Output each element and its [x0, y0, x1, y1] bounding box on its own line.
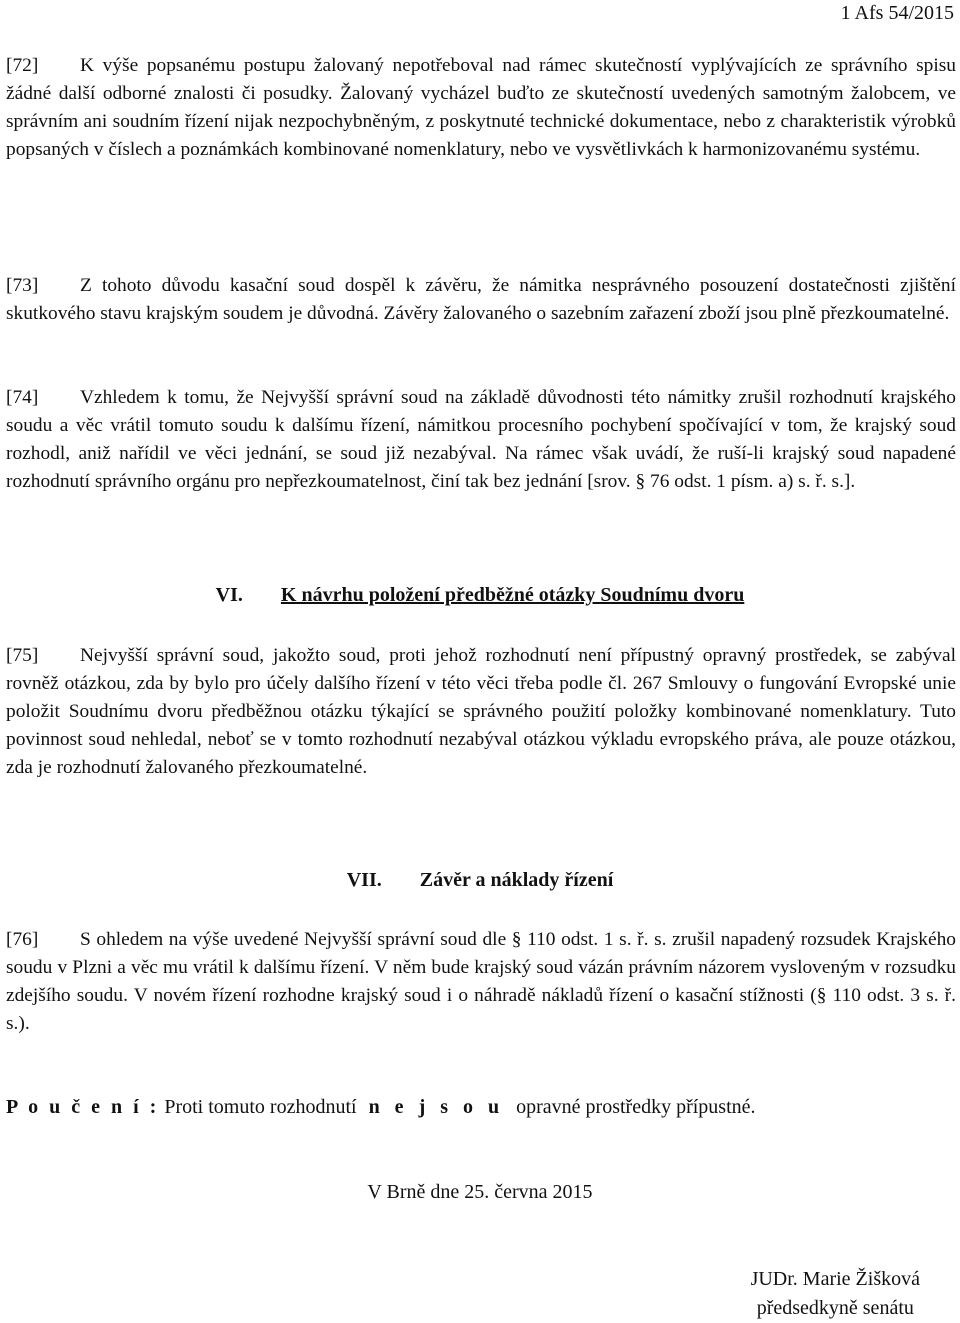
case-reference: 1 Afs 54/2015 [840, 2, 954, 24]
paragraph-text: S ohledem na výše uvedené Nejvyšší správní soud dle § 110 odst. 1 s. ř. s. zrušil napadený rozsudek Krajského soudu v Plzni a věc mu vrátil k dalšímu řízení. V něm bude krajský soud vázán právním názorem vysloveným v rozsudku zdejšího soudu. V novém řízení rozhodne krajský soud i o náhradě nákladů řízení o kasační stížnosti (§ 110 odst. 3 s. ř. s.). [6, 929, 956, 1034]
section-heading-vi [0, 584, 960, 607]
signature-title: předsedkyně senátu [756, 1297, 914, 1319]
signature-name: JUDr. Marie Žišková [750, 1268, 920, 1290]
instruction-negation: n e j s o u [368, 1096, 505, 1118]
paragraph-text: Nejvyšší správní soud, jakožto soud, proti jehož rozhodnutí není přípustný opravný prostředek, se zabýval rovněž otázkou, zda by bylo pro účely dalšího řízení v této věci třeba podle čl. 267 Smlouvy o fungování Evropské unie položit Soudnímu dvoru předběžnou otázku týkající se správného použití položky kombinované nomenklatury. Tuto povinnost soud nehledal, neboť se v tomto rozhodnutí nezabýval otázkou výkladu evropského práva, ale pouze otázkou, zda je rozhodnutí žalovaného přezkoumatelné. [6, 645, 956, 778]
instruction-label: P o u č e n í : [6, 1096, 160, 1118]
paragraph-number: [75] [6, 645, 39, 666]
paragraph-text: Z tohoto důvodu kasační soud dospěl k závěru, že námitka nesprávného posouzení dostatečnosti zjištění skutkového stavu krajským soudem je důvodná. Závěry žalovaného o sazebním zařazení zboží jsou plně přezkoumatelné. [6, 275, 956, 324]
section-number: VI. [215, 584, 243, 606]
section-heading-vii [0, 869, 960, 892]
signature-block [751, 1265, 920, 1323]
legal-instruction [6, 1096, 756, 1119]
paragraph-text: Vzhledem k tomu, že Nejvyšší správní soud na základě důvodnosti této námitky zrušil rozhodnutí krajského soudu a věc vrátil tomuto soudu k dalšímu řízení, námitkou procesního pochybení spočívající v tom, že krajský soud rozhodl, aniž nařídil ve věci jednání, se soud již nezabýval. Na rámec však uvádí, že ruší-li krajský soud napadené rozhodnutí správního orgánu pro nepřezkoumatelnost, činí tak bez jednání [srov. § 76 odst. 1 písm. a) s. ř. s.]. [6, 387, 956, 492]
section-number: VII. [346, 869, 382, 891]
paragraph-number: [74] [6, 387, 39, 408]
section-title: K návrhu položení předběžné otázky Soudnímu dvoru [280, 584, 745, 606]
paragraph-75 [6, 642, 956, 782]
paragraph-76 [6, 926, 956, 1038]
instruction-text-after: opravné prostředky přípustné. [516, 1096, 756, 1118]
paragraph-number: [73] [6, 275, 39, 296]
paragraph-72 [6, 52, 956, 164]
date-line: V Brně dne 25. června 2015 [367, 1181, 593, 1203]
instruction-text-before: Proti tomuto rozhodnutí [164, 1096, 357, 1118]
paragraph-number: [72] [6, 55, 39, 76]
paragraph-74 [6, 384, 956, 496]
section-title: Závěr a náklady řízení [419, 869, 614, 891]
paragraph-73 [6, 272, 956, 328]
paragraph-number: [76] [6, 929, 39, 950]
paragraph-text: K výše popsanému postupu žalovaný nepotřeboval nad rámec skutečností vyplývajících ze správního spisu žádné další odborné znalosti či posudky. Žalovaný vycházel buďto ze skutečností uvedených samotným žalobcem, ve správním ani soudním řízení nijak nezpochybněným, z poskytnuté technické dokumentace, nebo z charakteristik výrobků popsaných v číslech a poznámkách kombinované nomenklatury, nebo ve vysvětlivkách k harmonizovanému systému. [6, 55, 956, 160]
